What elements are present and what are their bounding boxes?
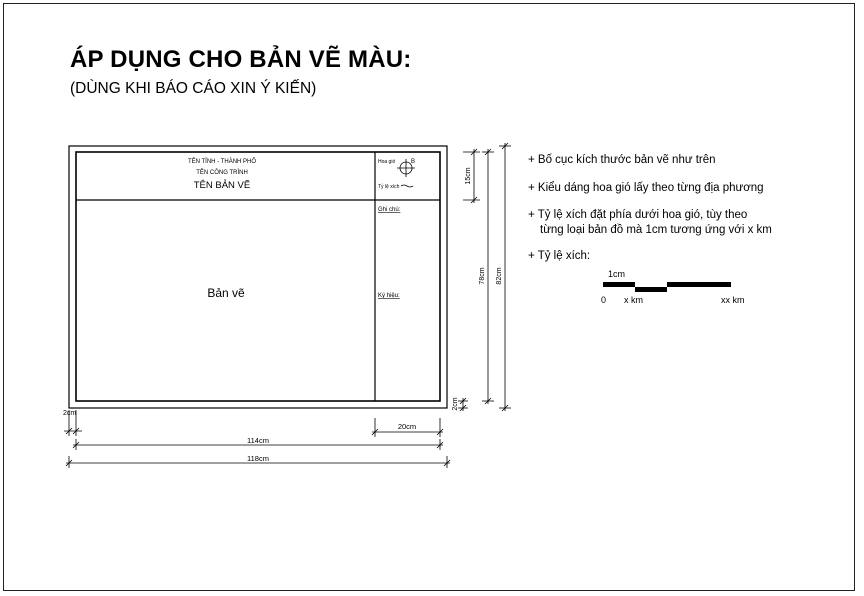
scale-tick-1: x km — [624, 295, 643, 305]
title-block-project: TÊN CÔNG TRÌNH — [196, 170, 248, 176]
legend-label: Ký hiệu: — [378, 293, 400, 299]
note-line-5: + Tỷ lệ xích: — [528, 250, 591, 262]
title-block-province: TÊN TỈNH - THÀNH PHỐ — [187, 159, 257, 165]
scale-tick-2: xx km — [721, 295, 745, 305]
note-line-3: + Tỷ lệ xích đặt phía dưới hoa gió, tùy theo — [528, 209, 748, 221]
title-block-drawing-name: TÊN BẢN VẼ — [193, 180, 251, 191]
dim-outer-width-label: 118cm — [247, 454, 269, 463]
dim-panel-width-label: 20cm — [397, 422, 417, 431]
page-subtitle: (DÙNG KHI BÁO CÁO XIN Ý KIẾN) — [70, 80, 317, 97]
scale-tick-0: 0 — [601, 295, 607, 305]
scale-bar — [603, 282, 731, 292]
dim-header-height-label: 15cm — [465, 167, 472, 185]
dim-outer-height-label: 82cm — [496, 267, 503, 285]
dim-margin-bottom-label: 2cm — [452, 397, 459, 411]
note-line-4: từng loại bản đồ mà 1cm tương ứng với x km — [540, 224, 772, 236]
dim-inner-width-label: 114cm — [247, 436, 269, 445]
compass-north-letter: B — [411, 159, 416, 165]
notes-label: Ghi chú: — [378, 207, 401, 213]
page-title: ÁP DỤNG CHO BẢN VẼ MÀU: — [70, 46, 412, 73]
note-line-2: + Kiểu dáng hoa gió lấy theo từng địa phương — [528, 182, 764, 194]
wind-rose-label: Hoa gió — [378, 159, 396, 165]
note-line-1: + Bố cục kích thước bản vẽ như trên — [528, 154, 716, 166]
scale-unit-label: 1cm — [608, 269, 626, 279]
drawing-area-label: Bản vẽ — [207, 286, 245, 300]
dim-margin-bottom — [458, 398, 468, 411]
dim-margin-left-label: 2cm — [63, 410, 77, 417]
dim-inner-height-label: 78cm — [479, 267, 486, 285]
mini-scale-icon — [401, 185, 413, 187]
scale-label-small: Tỷ lệ xích — [378, 184, 400, 190]
